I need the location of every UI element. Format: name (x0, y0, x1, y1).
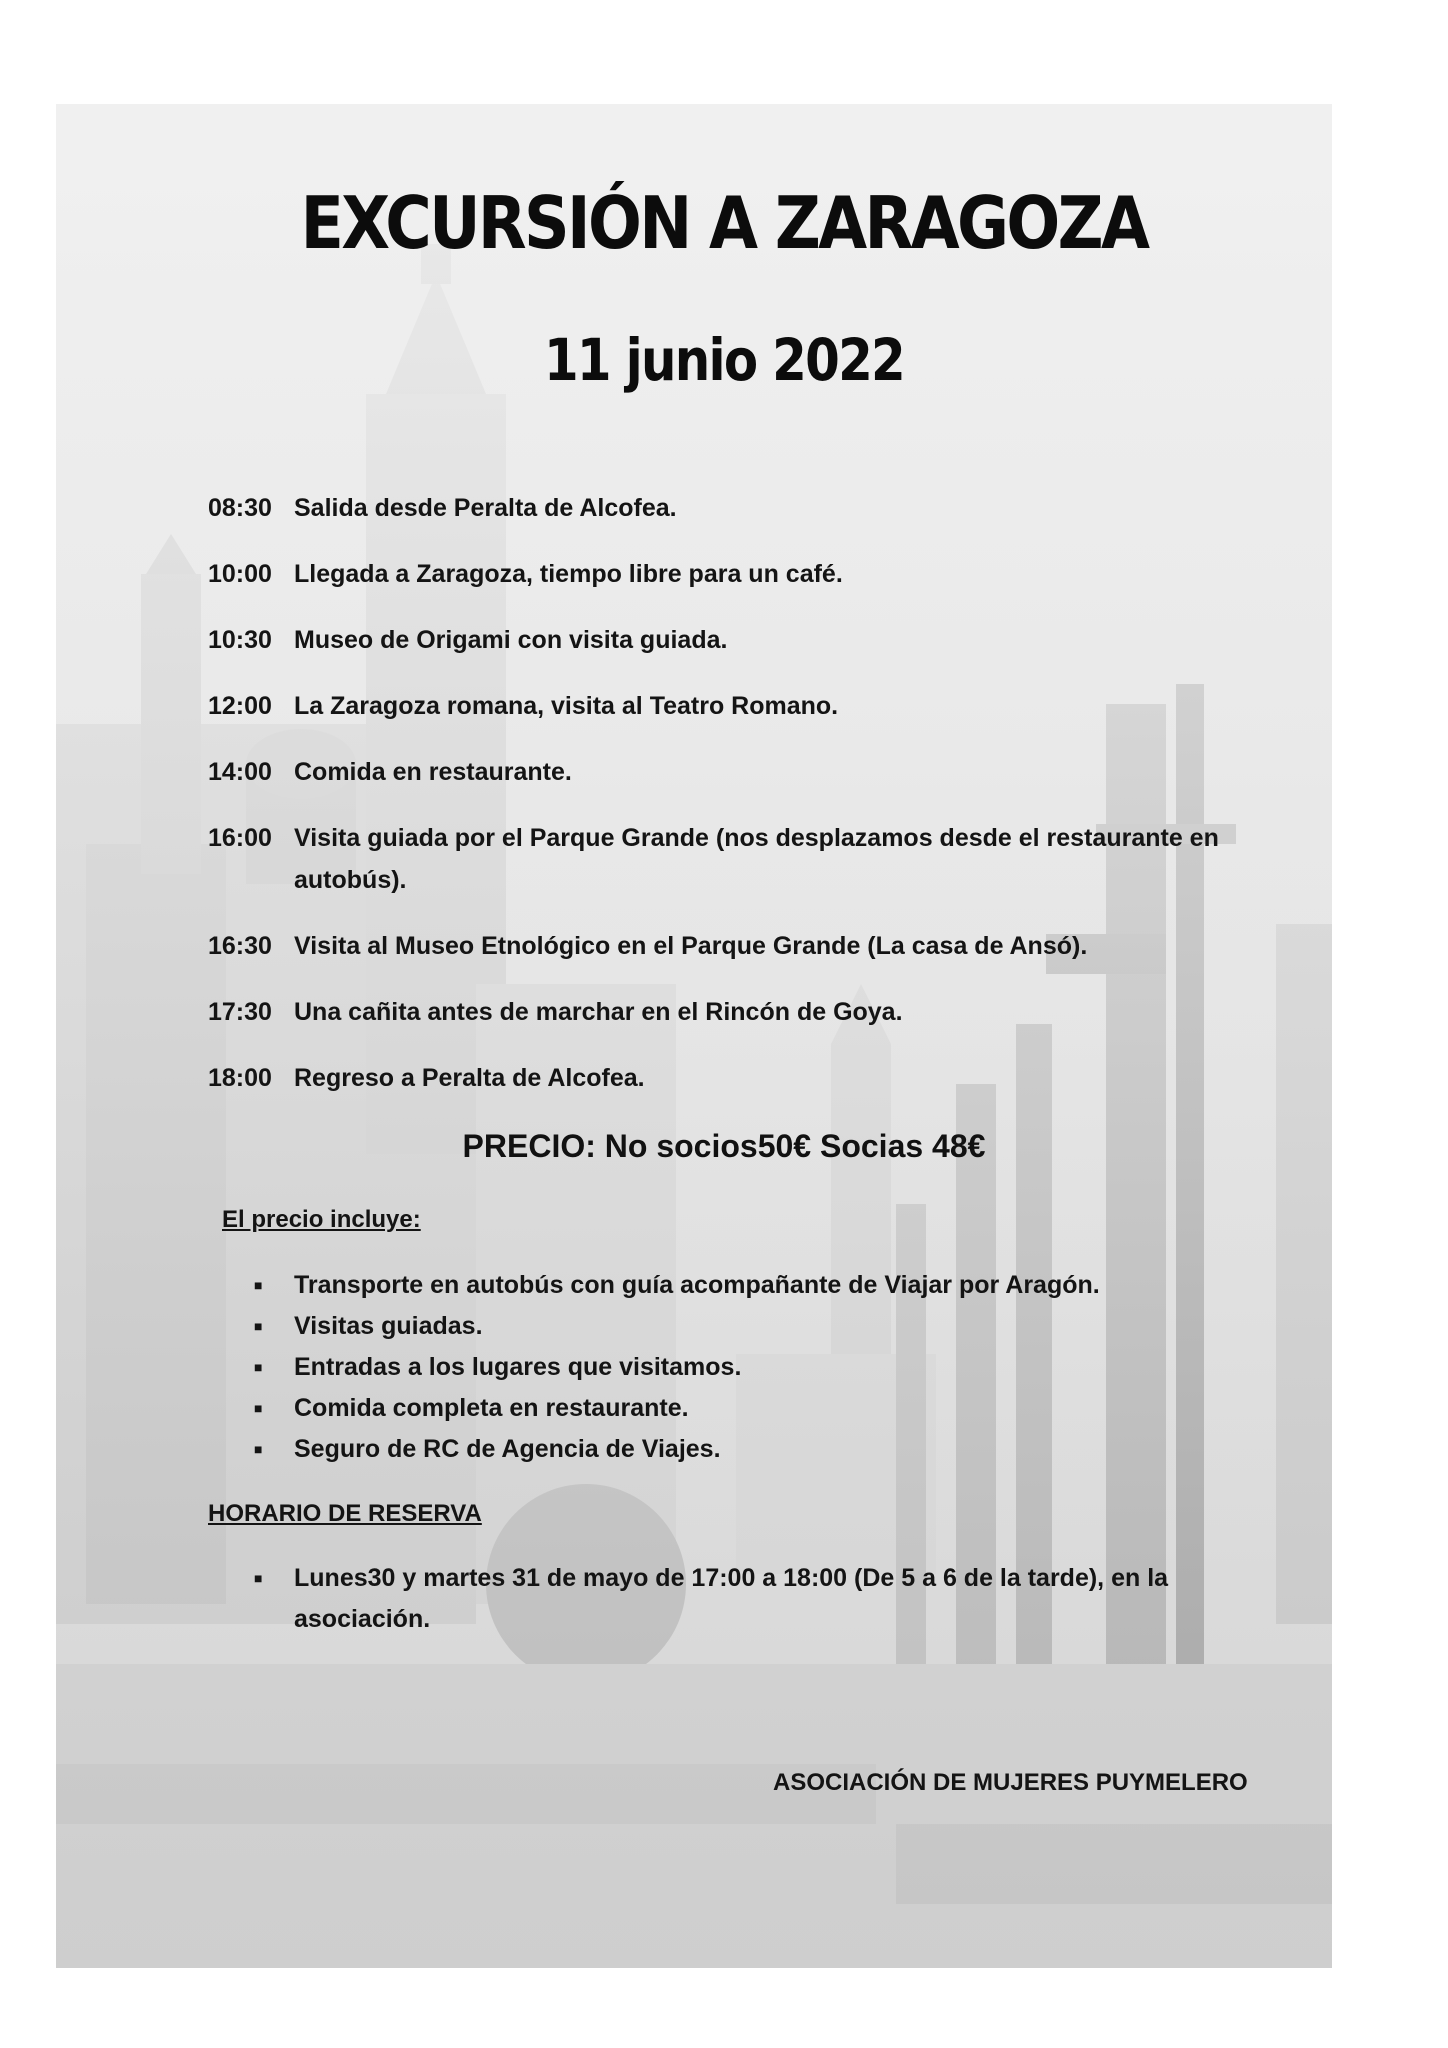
includes-item-text: Seguro de RC de Agencia de Viajes. (294, 1435, 721, 1463)
includes-item (254, 1306, 1274, 1347)
itinerary-item (208, 553, 1268, 595)
event-date: 11 junio 2022 (543, 326, 905, 394)
includes-item-text: Entradas a los lugares que visitamos. (294, 1353, 742, 1381)
square-bullet-icon: ■ (254, 1277, 263, 1293)
reservation-heading: HORARIO DE RESERVA (208, 1500, 482, 1527)
itinerary-time: 10:00 (208, 560, 272, 588)
itinerary-item (208, 487, 1268, 529)
square-bullet-icon: ■ (254, 1570, 263, 1586)
itinerary-time: 16:30 (208, 932, 272, 960)
itinerary-item (208, 751, 1268, 793)
includes-list (254, 1265, 1274, 1470)
itinerary-time: 08:30 (208, 494, 272, 522)
itinerary-time: 12:00 (208, 692, 272, 720)
page-title: EXCURSIÓN A ZARAGOZA (300, 181, 1148, 265)
itinerary-time: 17:30 (208, 998, 272, 1026)
itinerary-item (208, 817, 1268, 901)
reservation-item (254, 1558, 1254, 1640)
itinerary-description: La Zaragoza romana, visita al Teatro Romano. (294, 692, 839, 720)
itinerary-description: Museo de Origami con visita guiada. (294, 626, 728, 654)
itinerary-time: 16:00 (208, 824, 272, 852)
includes-item (254, 1265, 1274, 1306)
itinerary-time: 14:00 (208, 758, 272, 786)
includes-heading: El precio incluye: (222, 1206, 421, 1233)
itinerary-time: 10:30 (208, 626, 272, 654)
itinerary-time: 18:00 (208, 1064, 272, 1092)
itinerary-item (208, 1057, 1268, 1099)
itinerary-description: Regreso a Peralta de Alcofea. (294, 1064, 645, 1092)
itinerary-description: Comida en restaurante. (294, 758, 572, 786)
itinerary-description: Una cañita antes de marchar en el Rincón de Goya. (294, 998, 903, 1026)
square-bullet-icon: ■ (254, 1318, 263, 1334)
organization-signature: ASOCIACIÓN DE MUJERES PUYMELERO (773, 1769, 1248, 1796)
itinerary-description: Visita al Museo Etnológico en el Parque Grande (La casa de Ansó). (294, 932, 1088, 960)
square-bullet-icon: ■ (254, 1441, 263, 1457)
reservation-list (254, 1558, 1254, 1640)
includes-item-text: Transporte en autobús con guía acompañante de Viajar por Aragón. (294, 1271, 1100, 1299)
square-bullet-icon: ■ (254, 1400, 263, 1416)
itinerary-description: Salida desde Peralta de Alcofea. (294, 494, 677, 522)
itinerary-item (208, 619, 1268, 661)
itinerary-description: Visita guiada por el Parque Grande (nos desplazamos desde el restaurante en autobús). (294, 824, 1219, 894)
itinerary-item (208, 991, 1268, 1033)
itinerary-description: Llegada a Zaragoza, tiempo libre para un café. (294, 560, 843, 588)
includes-item-text: Comida completa en restaurante. (294, 1394, 689, 1422)
itinerary-list (208, 487, 1268, 1123)
square-bullet-icon: ■ (254, 1359, 263, 1375)
includes-item (254, 1429, 1274, 1470)
includes-item (254, 1347, 1274, 1388)
price-line: PRECIO: No socios50€ Socias 48€ (462, 1128, 986, 1164)
itinerary-item (208, 925, 1268, 967)
includes-item (254, 1388, 1274, 1429)
includes-item-text: Visitas guiadas. (294, 1312, 483, 1340)
itinerary-item (208, 685, 1268, 727)
reservation-item-text: Lunes30 y martes 31 de mayo de 17:00 a 18:00 (De 5 a 6 de la tarde), en la asociación. (294, 1564, 1169, 1633)
